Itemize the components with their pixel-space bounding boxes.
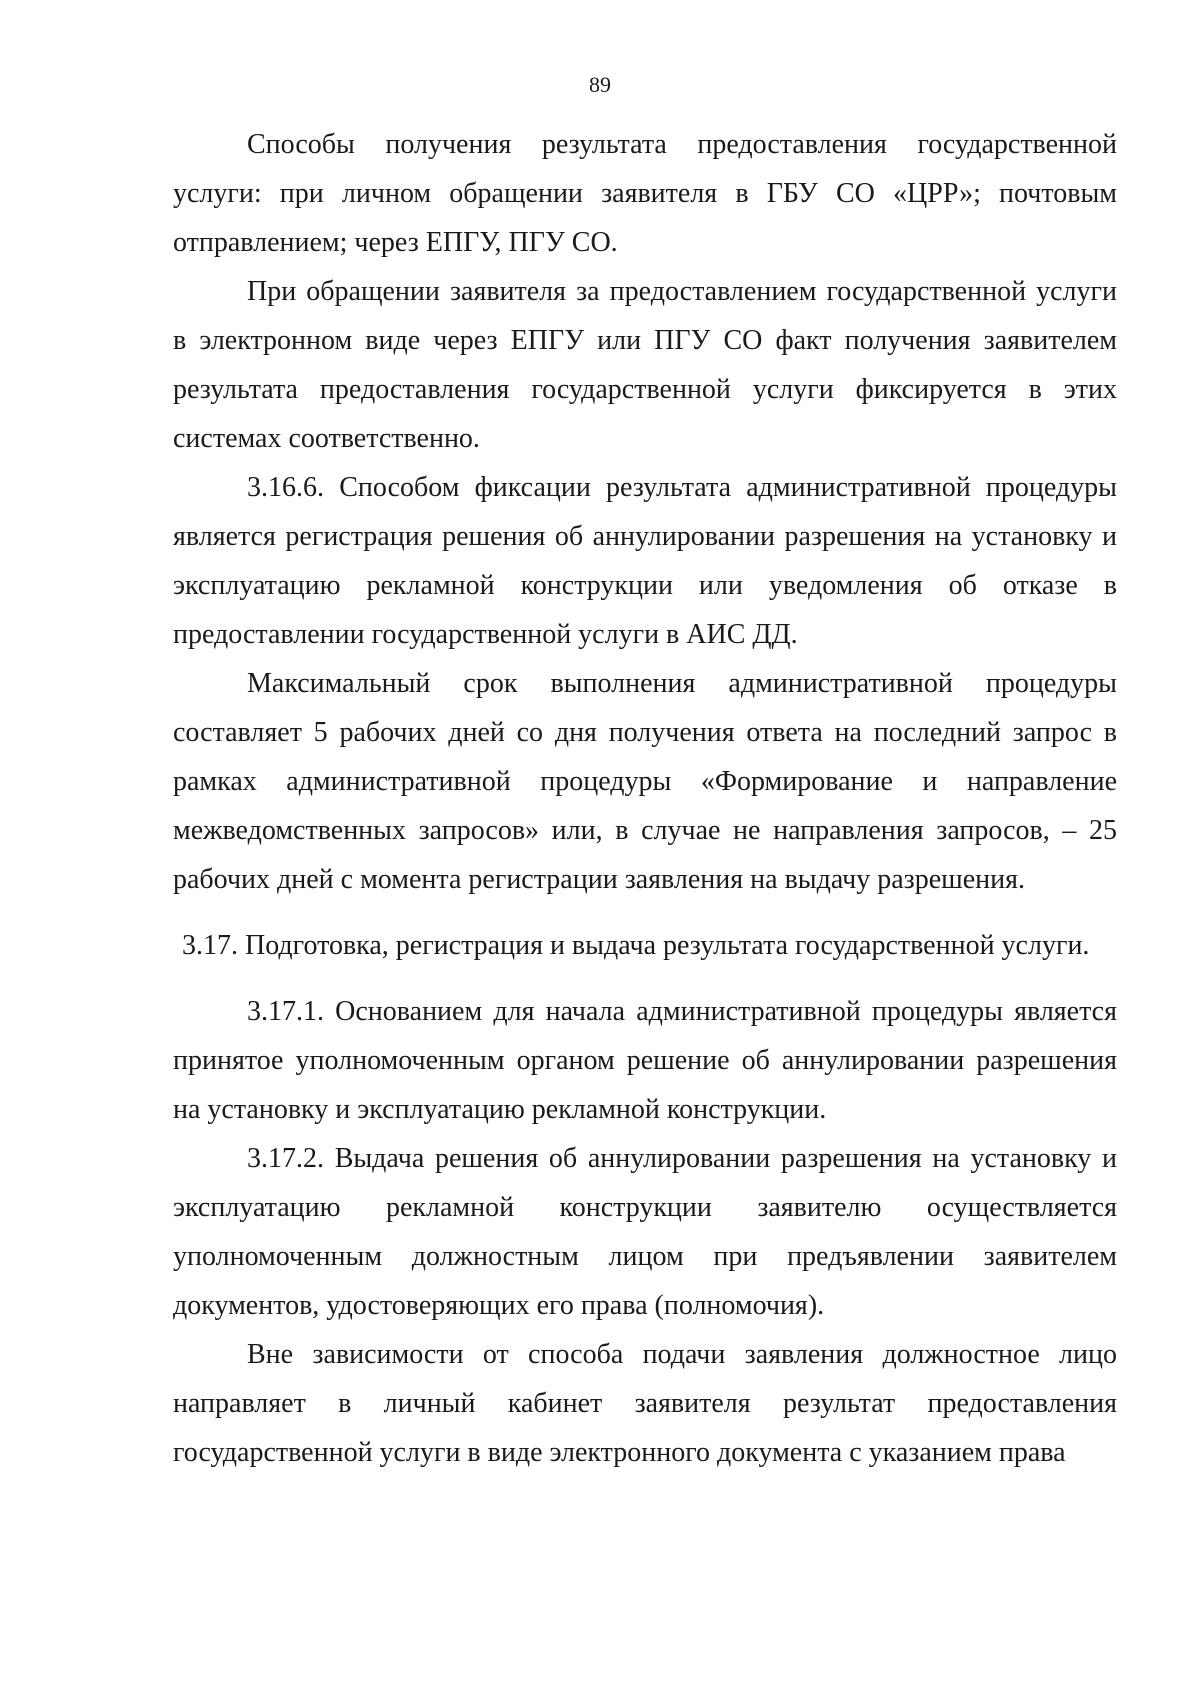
paragraph-personal-cabinet: Вне зависимости от способа подачи заявления должностное лицо направляет в личный кабинет заявителя результат предоставления государственной услуги в виде электронного документа с указанием права xyxy=(173,1339,1117,1468)
paragraph-3-17-2: 3.17.2. Выдача решения об аннулировании разрешения на установку и эксплуатацию рекламной конструкции заявителю осуществляется уполномоченным должностным лицом при предъявлении заявителем документов, удостоверяющих его права (полномочия). xyxy=(173,1143,1117,1321)
document-body xyxy=(173,120,1117,1477)
paragraph-result-methods: Способы получения результата предоставления государственной услуги: при личном обращении заявителя в ГБУ СО «ЦРР»; почтовым отправлением; через ЕПГУ, ПГУ СО. xyxy=(173,129,1117,258)
paragraph-max-term: Максимальный срок выполнения административной процедуры составляет 5 рабочих дней со дня получения ответа на последний запрос в рамках административной процедуры «Формирование и направление межведомственных запросов» или, в случае не направления запросов, – 25 рабочих дней с момента регистрации заявления на выдачу разрешения. xyxy=(173,668,1117,895)
paragraph-3-16-6: 3.16.6. Способом фиксации результата административной процедуры является регистрация решения об аннулировании разрешения на установку и эксплуатацию рекламной конструкции или уведомления об отказе в предоставлении государственной услуги в АИС ДД. xyxy=(173,472,1117,650)
page-number: 89 xyxy=(589,72,611,97)
paragraph-3-17-1: 3.17.1. Основанием для начала административной процедуры является принятое уполномоченным органом решение об аннулировании разрешения на установку и эксплуатацию рекламной конструкции. xyxy=(173,996,1117,1125)
section-heading-3-17: 3.17. Подготовка, регистрация и выдача результата государственной услуги. xyxy=(182,930,1090,961)
paragraph-electronic-request: При обращении заявителя за предоставлением государственной услуги в электронном виде через ЕПГУ или ПГУ СО факт получения заявителем результата предоставления государственной услуги фиксируется в этих системах соответственно. xyxy=(173,276,1117,454)
